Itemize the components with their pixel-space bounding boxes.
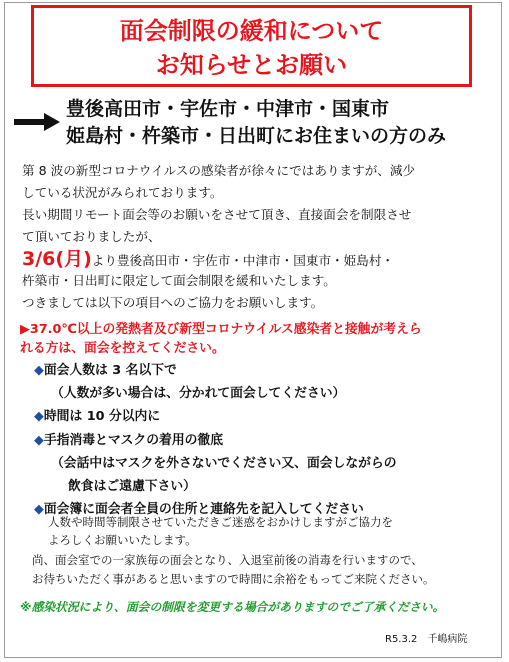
title-box (31, 5, 472, 87)
body-line: て頂いておりましたが、 (22, 229, 161, 244)
areas-line-1: 豊後高田市・宇佐市・中津市・国東市 (66, 98, 390, 120)
body-line: 杵築市・日出町に限定して面会制限を緩和いたします。 (22, 273, 336, 288)
title-line-1: 面会制限の緩和について (119, 17, 384, 45)
body-line: している状況がみられております。 (22, 185, 223, 200)
body-line: 長い期間リモート面会等のお願いをさせて頂き、直接面会を制限させ (22, 207, 412, 222)
date-signature: R5.3.2 千嶋病院 (385, 634, 468, 645)
request-list (34, 359, 397, 521)
list-item: ◆時間は 10 分以内に (34, 409, 161, 425)
list-item: ◆面会簿に面会者全員の住所と連絡先を記入してください (34, 502, 364, 518)
fever-warning (20, 320, 422, 358)
list-item-note: （会話中はマスクを外さないでください又、面会しながらの (51, 455, 397, 471)
warning-line-1: ▶37.0℃以上の発熱者及び新型コロナウイルス感染者と接触が考えら (20, 322, 422, 337)
status-change-note: ※感染状況により、面会の制限を変更する場合がありますのでご了承ください。 (20, 600, 445, 614)
list-item-note: （人数が多い場合は、分かれて面会してください） (51, 386, 346, 402)
diamond-bullet-icon: ◆ (34, 363, 44, 378)
list-item-note: 飲食はご遠慮下さい） (68, 479, 196, 495)
body-line-text: より豊後高田市・宇佐市・中津市・国東市・姫島村・ (91, 253, 394, 268)
eligible-areas (66, 96, 446, 150)
diamond-bullet-icon: ◆ (34, 409, 44, 425)
areas-line-2: 姫島村・杵築市・日出町にお住まいの方のみ (66, 125, 447, 147)
apology-text: 人数や時間等制限させていただきご迷惑をおかけしますがご協力を よろしくお願いいたします。 (48, 515, 393, 547)
relaxation-date: 3/6(月) (22, 248, 92, 270)
notice-body (22, 160, 500, 314)
right-arrow-icon (14, 113, 60, 131)
visit-room-note: 尚、面会室での一家族毎の面会となり、入退室前後の消毒を行いますので、 お待ちいただく事があると思いますので時間に余裕をもってご来院ください。 (32, 553, 435, 586)
title-line-2: お知らせとお願い (155, 51, 348, 79)
list-item: ◆手指消毒とマスクの着用の徹底 (34, 432, 223, 448)
body-line: つきましては以下の項目へのご協力をお願いします。 (22, 295, 324, 310)
body-line-date (22, 248, 500, 270)
body-line: 第 8 波の新型コロナウイルスの感染者が徐々にではありますが、減少 (22, 163, 416, 178)
diamond-bullet-icon: ◆ (34, 432, 44, 448)
warning-line-2: れる方は、面会を控えてください。 (20, 341, 225, 356)
list-item: ◆面会人数は 3 名以下で (34, 363, 177, 378)
diamond-bullet-icon: ◆ (34, 502, 44, 518)
